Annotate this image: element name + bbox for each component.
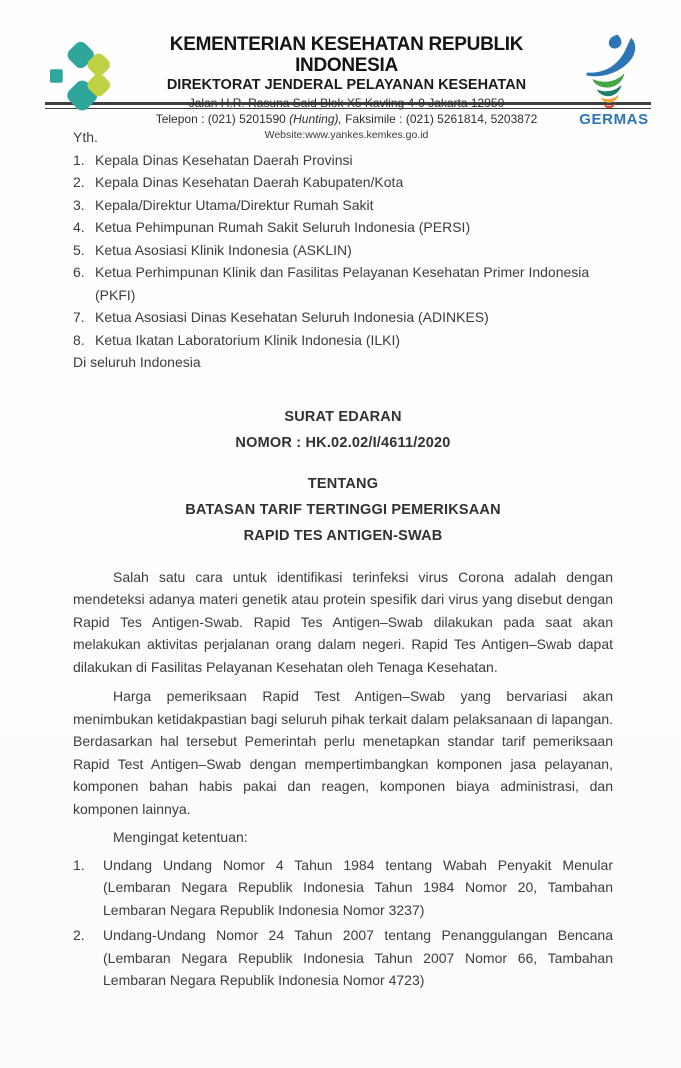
list-item: [73, 239, 613, 262]
letterhead-text: [122, 34, 571, 142]
letter-body: [0, 109, 681, 992]
list-item-number: 1.: [73, 856, 85, 873]
phone-suffix: Faksimile : (021) 5261814, 5203872: [341, 112, 538, 126]
recipient-closing: Di seluruh Indonesia: [73, 354, 201, 370]
list-item: [73, 171, 613, 194]
list-item-text: Ketua Asosiasi Dinas Kesehatan Seluruh Indonesia (ADINKES): [95, 309, 489, 325]
ministry-name: KEMENTERIAN KESEHATAN REPUBLIK INDONESIA: [169, 34, 524, 76]
list-item-text: Ketua Perhimpunan Klinik dan Fasilitas Pelayanan Kesehatan Primer Indonesia (PKFI): [95, 264, 590, 303]
list-item: [73, 854, 613, 922]
address-line: Jalan H.R. Rasuna Said Blok X5 Kavling 4-9 Jakarta 12950: [188, 96, 505, 110]
phone-hunting: (Hunting),: [289, 112, 342, 126]
list-item: [73, 924, 613, 992]
list-item: [73, 149, 613, 172]
recipient-list: [73, 149, 613, 352]
list-item-text: Kepala Dinas Kesehatan Daerah Kabupaten/Kota: [95, 174, 404, 190]
salutation: Yth.: [73, 129, 98, 145]
paragraph-1: Salah satu cara untuk identifikasi terinfeksi virus Corona adalah dengan mendeteksi adanya materi genetik atau protein spesifik dari virus yang disebut dengan Rapid Tes Antigen-Swab. Rapid Tes Antigen–Swab dilakukan pada saat akan melakukan aktivitas perjalanan orang dalam negeri. Rapid Tes Antigen–Swab dapat dilakukan di Fasilitas Pelayanan Kesehatan oleh Tenaga Kesehatan.: [73, 568, 613, 675]
phone-line: [124, 112, 569, 127]
list-item-number: 3.: [73, 196, 85, 213]
legal-list: [73, 854, 613, 992]
germas-logo-svg: [575, 34, 653, 108]
list-item-text: Undang Undang Nomor 4 Tahun 1984 tentang Wabah Penyakit Menular (Lembaran Negara Republik Indonesia Tahun 1984 Nomor 20, Tambahan Lembaran Negara Republik Indonesia Nomor 3237): [103, 856, 613, 918]
about-line1: BATASAN TARIF TERTINGGI PEMERIKSAAN: [185, 501, 501, 518]
list-item-number: 2.: [73, 174, 85, 190]
list-item: [73, 306, 613, 329]
list-item: [73, 216, 613, 239]
kemenkes-logo-icon: [50, 36, 122, 121]
list-item-number: 1.: [73, 151, 85, 168]
phone-prefix: Telepon : (021) 5201590: [155, 112, 290, 126]
about-line2: RAPID TES ANTIGEN-SWAB: [243, 527, 443, 544]
list-item-number: 2.: [73, 927, 85, 943]
list-item-text: Ketua Asosiasi Klinik Indonesia (ASKLIN): [95, 241, 352, 258]
logo-shape: [604, 103, 616, 108]
list-item-text: Undang-Undang Nomor 24 Tahun 2007 tentang Penanggulangan Bencana (Lembaran Negara Republik Indonesia Tahun 2007 Nomor 66, Tambahan Lembaran Negara Republik Indonesia Nomor 4723): [103, 927, 613, 988]
title-block: [73, 404, 613, 549]
list-item-number: 7.: [73, 309, 85, 325]
directorate-name: DIREKTORAT JENDERAL PELAYANAN KESEHATAN: [166, 77, 527, 93]
doc-title: SURAT EDARAN: [284, 408, 402, 425]
germas-label: GERMAS: [579, 111, 649, 128]
title-spacer: [73, 456, 613, 471]
list-item-text: Kepala Dinas Kesehatan Daerah Provinsi: [95, 151, 353, 168]
website-line: Website:www.yankes.kemkes.go.id: [264, 129, 429, 141]
logo-shape: [50, 69, 63, 83]
germas-logo-icon: [571, 34, 657, 128]
list-item: [73, 194, 613, 217]
kemenkes-logo-svg: [50, 36, 116, 116]
list-item-number: 8.: [73, 331, 85, 348]
list-item-text: Ketua Ikatan Laboratorium Klinik Indonesia (ILKI): [95, 331, 401, 348]
list-item-text: Ketua Pehimpunan Rumah Sakit Seluruh Indonesia (PERSI): [95, 219, 471, 235]
logo-shape: [609, 35, 622, 49]
list-item-number: 6.: [73, 264, 85, 280]
doc-number: NOMOR : HK.02.02/I/4611/2020: [235, 434, 451, 451]
list-item-number: 4.: [73, 219, 85, 235]
about-label: TENTANG: [307, 475, 379, 492]
list-item: [73, 261, 613, 306]
list-item: [73, 329, 613, 352]
list-item-number: 5.: [73, 241, 85, 258]
paragraph-2: Harga pemeriksaan Rapid Test Antigen–Swab yang bervariasi akan menimbukan ketidakpastian bagi seluruh pihak terkait dalam pelaksanaan di lapangan. Berdasarkan hal tersebut Pemerintah perlu menetapkan standar tarif pemeriksaan Rapid Test Antigen–Swab dengan mempertimbangkan komponen jasa pelayanan, komponen bahan habis pakai dan reagen, komponen biaya administrasi, dan komponen lainnya.: [73, 688, 613, 817]
list-item-text: Kepala/Direktur Utama/Direktur Rumah Sakit: [95, 196, 374, 213]
considering-label: Mengingat ketentuan:: [113, 829, 248, 845]
